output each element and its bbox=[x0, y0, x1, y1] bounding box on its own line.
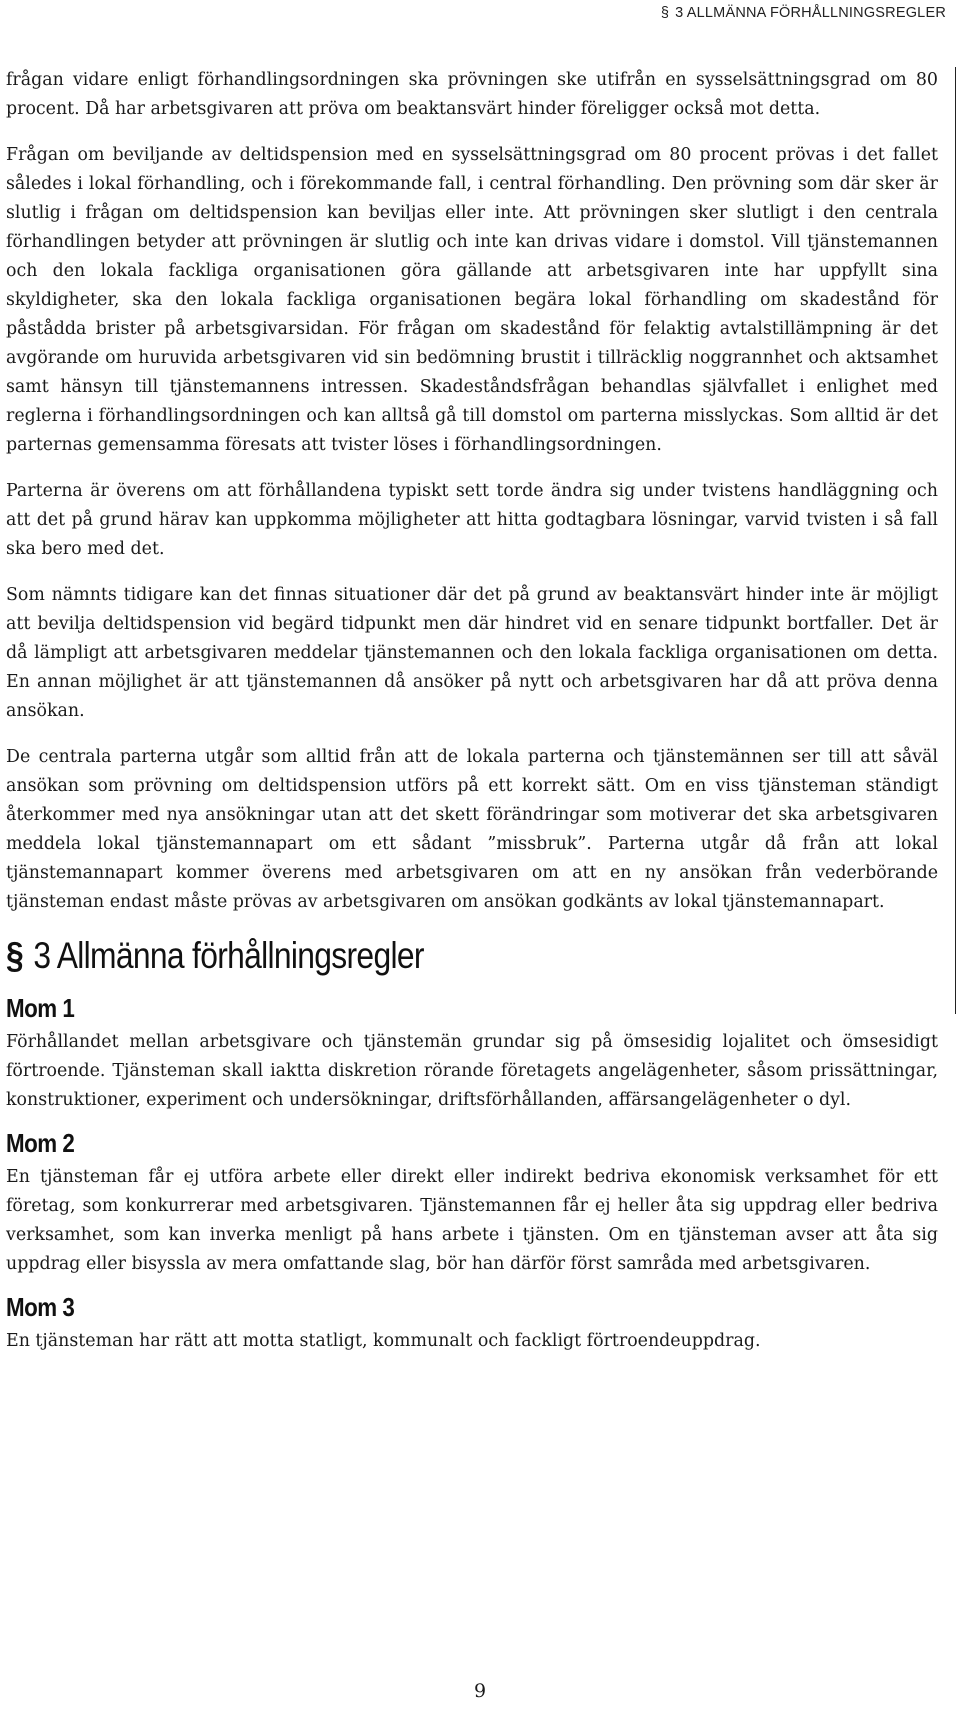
paragraph-1: frågan vidare enligt förhandlingsordningen ska prövningen ske utifrån en sysselsättningsgrad om 80 procent. Då har arbetsgivaren att pröva om beaktansvärt hinder föreligger också mot detta. bbox=[6, 70, 938, 119]
section-symbol: § bbox=[660, 5, 670, 21]
section-heading bbox=[6, 934, 808, 978]
paragraph-3: Parterna är överens om att förhållandena typiskt sett torde ändra sig under tvistens handläggning och att det på grund härav kan uppkomma möjligheter att hitta godtagbara lösningar, varvid tvisten i så fall ska bero med det. bbox=[6, 481, 938, 559]
running-header bbox=[661, 5, 946, 21]
paragraph-5: De centrala parterna utgår som alltid från att de lokala parterna och tjänstemännen ser till att såväl ansökan som prövning om deltidspension utförs på ett korrekt sätt. Om en viss tjänsteman ständigt återkommer med nya ansökningar utan att det skett förändringar som motiverar det ska arbetsgivaren meddela lokal tjänstemannapart om ett sådant ”missbruk”. Parterna utgår då från att lokal tjänstemannapart kommer överens med arbetsgivaren om att en ny ansökan från vederbörande tjänsteman endast måste prövas av arbetsgivaren om ansökan godkänts av lokal tjänstemannapart. bbox=[6, 747, 938, 912]
page-body bbox=[6, 66, 938, 1368]
mom-3-text: En tjänsteman har rätt att motta statligt, kommunalt och fackligt förtroendeuppdrag. bbox=[6, 1331, 761, 1351]
mom-2-heading: Mom 2 bbox=[6, 1128, 75, 1158]
running-title: 3 ALLMÄNNA FÖRHÅLLNINGSREGLER bbox=[675, 5, 946, 21]
page-number: 9 bbox=[473, 1680, 487, 1702]
mom-3-heading: Mom 3 bbox=[6, 1292, 75, 1322]
paragraph-4: Som nämnts tidigare kan det finnas situationer där det på grund av beaktansvärt hinder inte är möjligt att bevilja deltidspension vid begärd tidpunkt men där hindret vid en senare tidpunkt bortfaller. Det är då lämpligt att arbetsgivaren meddelar tjänstemannen och den lokala fackliga organisationen om detta. En annan möjlighet är att tjänstemannen då ansöker på nytt och arbetsgivaren har då att pröva denna ansökan. bbox=[6, 585, 938, 721]
mom-2-text: En tjänsteman får ej utföra arbete eller direkt eller indirekt bedriva ekonomisk verksamhet för ett företag, som konkurrerar med arbetsgivaren. Tjänstemannen får ej heller åta sig uppdrag eller bedriva verksamhet, som kan inverka menligt på hans arbete i tjänsten. Om en tjänsteman avser att åta sig uppdrag eller bisyssla av mera omfattande slag, bör han därför först samråda med arbetsgivaren. bbox=[6, 1167, 938, 1274]
change-bar bbox=[955, 67, 956, 1014]
section-title: 3 Allmänna förhållningsregler bbox=[33, 935, 424, 976]
section-symbol: § bbox=[6, 935, 24, 976]
paragraph-2: Frågan om beviljande av deltidspension med en sysselsättningsgrad om 80 procent prövas i det fallet således i lokal förhandling, och i förekommande fall, i central förhandling. Den prövning som där sker är slutlig i frågan om deltidspension kan beviljas eller inte. Att prövningen sker slutligt i den centrala förhandlingen betyder att prövningen är slutlig och inte kan drivas vidare i domstol. Vill tjänstemannen och den lokala fackliga organisationen göra gällande att arbetsgivaren inte har uppfyllt sina skyldigheter, ska den lokala fackliga organisationen begära lokal förhandling om skadestånd för påstådda brister på arbetsgivarsidan. För frågan om skadestånd för felaktig avtalstillämpning är det avgörande om huruvida arbetsgivaren vid sin bedömning brustit i tillräcklig noggrannhet och aktsamhet samt hänsyn till tjänstemannens intressen. Skadeståndsfrågan behandlas självfallet i enlighet med reglerna i förhandlingsordningen och kan alltså gå till domstol om parterna misslyckas. Som alltid är det parternas gemensamma föresats att tvister löses i förhandlingsordningen. bbox=[6, 145, 938, 455]
mom-1-text: Förhållandet mellan arbetsgivare och tjänstemän grundar sig på ömsesidig lojalitet och ömsesidigt förtroende. Tjänsteman skall iaktta diskretion rörande företagets angelägenheter, såsom prissättningar, konstruktioner, experiment och undersökningar, driftsförhållanden, affärsangelägenheter o dyl. bbox=[6, 1032, 938, 1110]
mom-1-heading: Mom 1 bbox=[6, 993, 75, 1023]
